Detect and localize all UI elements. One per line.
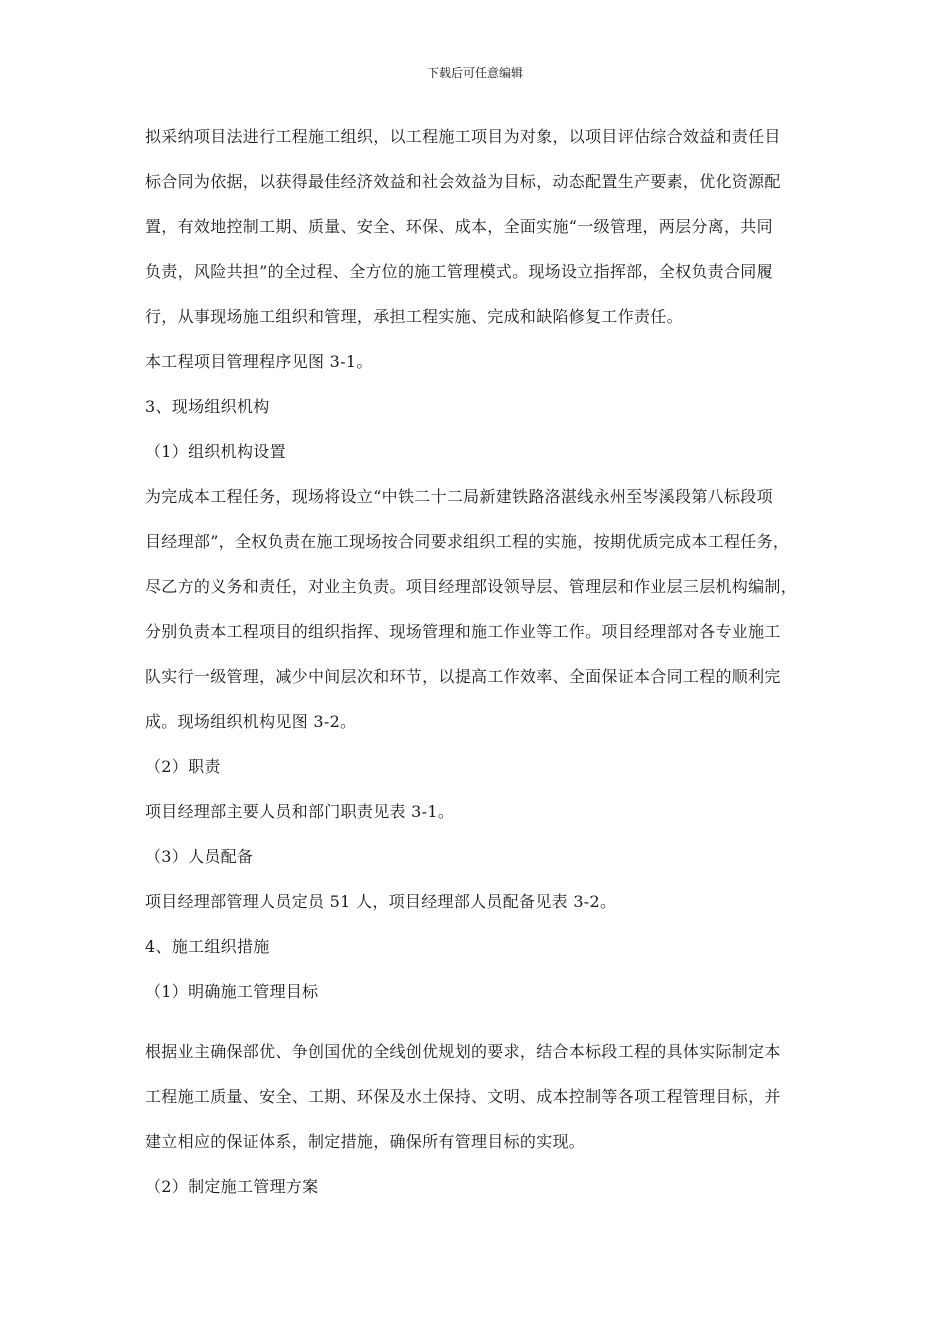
text-line-1: 拟采纳项目法进行工程施工组织，以工程施工项目为对象，以项目评估综合效益和责任目 xyxy=(145,127,781,146)
text-line-5: 行，从事现场施工组织和管理，承担工程实施、完成和缺陷修复工作责任。 xyxy=(145,307,683,326)
text-line-4: 负责，风险共担”的全过程、全方位的施工管理模式。现场设立指挥部，全权负责合同履 xyxy=(145,262,773,281)
section-heading-3: 3、现场组织机构 xyxy=(145,397,270,416)
text-line-22: 工程施工质量、安全、工期、环保及水土保持、文明、成本控制等各项工程管理目标，并 xyxy=(145,1087,781,1106)
text-line-18: 项目经理部管理人员定员 51 人，项目经理部人员配备见表 3-2。 xyxy=(145,892,617,911)
text-line-9: 为完成本工程任务，现场将设立“中铁二十二局新建铁路洛湛线永州至岑溪段第八标段项 xyxy=(145,487,773,506)
text-line-3: 置，有效地控制工期、质量、安全、环保、成本，全面实施“一级管理，两层分离，共同 xyxy=(145,217,773,236)
subheading-org-setup: （1）组织机构设置 xyxy=(145,442,286,461)
text-line-21: 根据业主确保部优、争创国优的全线创优规划的要求，结合本标段工程的具体实际制定本 xyxy=(145,1042,781,1061)
subheading-staffing: （3）人员配备 xyxy=(145,847,254,866)
subheading-management-goals: （1）明确施工管理目标 xyxy=(145,982,319,1001)
text-line-14: 成。现场组织机构见图 3-2。 xyxy=(145,712,357,731)
text-line-11: 尽乙方的义务和责任，对业主负责。项目经理部设领导层、管理层和作业层三层机构编制， xyxy=(145,577,798,596)
text-line-10: 目经理部”，全权负责在施工现场按合同要求组织工程的实施，按期优质完成本工程任务， xyxy=(145,532,790,551)
subheading-duties: （2）职责 xyxy=(145,757,221,776)
text-line-16: 项目经理部主要人员和部门职责见表 3-1。 xyxy=(145,802,455,821)
subheading-management-plan: （2）制定施工管理方案 xyxy=(145,1177,319,1196)
text-line-6: 本工程项目管理程序见图 3-1。 xyxy=(145,352,373,371)
text-line-12: 分别负责本工程项目的组织指挥、现场管理和施工作业等工作。项目经理部对各专业施工 xyxy=(145,622,781,641)
text-line-13: 队实行一级管理，减少中间层次和环节，以提高工作效率、全面保证本合同工程的顺利完 xyxy=(145,667,781,686)
section-heading-4: 4、施工组织措施 xyxy=(145,937,270,956)
text-line-2: 标合同为依据，以获得最佳经济效益和社会效益为目标，动态配置生产要素，优化资源配 xyxy=(145,172,781,191)
text-line-23: 建立相应的保证体系，制定措施，确保所有管理目标的实现。 xyxy=(145,1132,586,1151)
page-header-note: 下载后可任意编辑 xyxy=(426,66,523,80)
